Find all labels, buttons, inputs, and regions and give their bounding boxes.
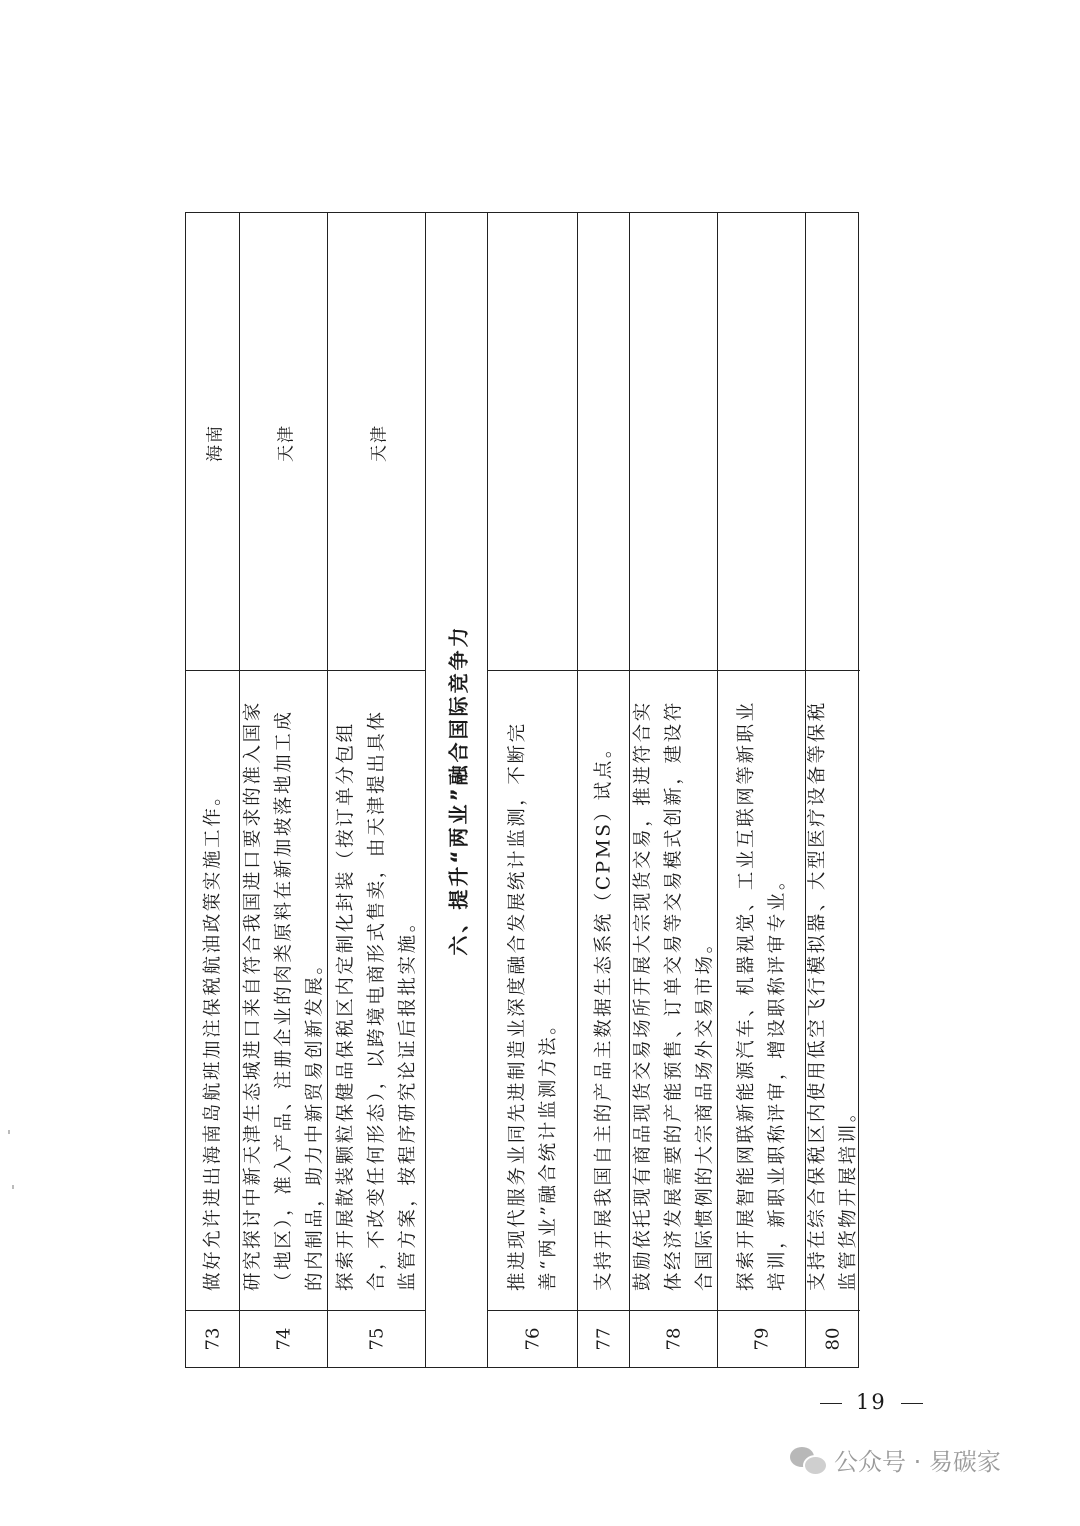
row-content: 支持在综合保税区内使用低空飞行模拟器、大型医疗设备等保税监管货物开展培训。	[806, 670, 860, 1310]
section-header-row	[426, 213, 488, 1367]
table-row	[630, 213, 718, 1367]
watermark-text: 公众号 · 易碳家	[834, 1448, 1001, 1476]
table-row	[806, 213, 860, 1367]
row-region: 海南	[205, 424, 225, 462]
row-content: 推进现代服务业同先进制造业深度融合发展统计监测，不断完善“两业”融合统计监测方法。	[488, 670, 577, 1310]
row-number: 77	[578, 1310, 629, 1367]
row-content: 探索开展散装颗粒保健品保税区内定制化封装（按订单分包组合，不改变任何形态），以跨境电商形式售卖，由天津提出具体监管方案，按程序研究论证后报批实施。	[328, 670, 425, 1310]
row-region	[630, 213, 717, 673]
row-region	[718, 213, 805, 673]
table-row	[240, 213, 328, 1367]
row-region	[488, 213, 577, 673]
page-number: 19	[806, 1390, 937, 1414]
row-number: 79	[718, 1310, 805, 1367]
row-content: 做好允许进出海南岛航班加注保税航油政策实施工作。	[186, 670, 239, 1310]
table-row	[578, 213, 630, 1367]
row-number: 80	[806, 1310, 860, 1367]
scan-speck	[8, 1130, 10, 1134]
row-region: 天津	[276, 424, 296, 462]
policy-table	[185, 212, 859, 1368]
table-row	[718, 213, 806, 1367]
wechat-icon	[790, 1445, 826, 1475]
watermark	[790, 1442, 1001, 1477]
row-content: 探索开展智能网联新能源汽车、机器视觉、工业互联网等新职业培训，新职业职称评审，增设职称评审专业。	[718, 670, 805, 1310]
scan-speck	[12, 1185, 14, 1189]
row-number: 75	[328, 1310, 425, 1367]
row-number: 73	[186, 1310, 239, 1367]
row-region: 天津	[369, 424, 389, 462]
row-number: 74	[240, 1310, 327, 1367]
row-content: 研究探讨中新天津生态城进口来自符合我国进口要求的准入国家（地区），准入产品、注册企业的肉类原料在新加坡落地加工成的内制品，助力中新贸易创新发展。	[240, 670, 327, 1310]
table-row	[488, 213, 578, 1367]
row-region	[578, 213, 629, 673]
row-number: 76	[488, 1310, 577, 1367]
section-title: 六、提升“两业”融合国际竞争力	[446, 624, 470, 956]
row-content: 鼓励依托现有商品现货交易场所开展大宗现货交易，推进符合实体经济发展需要的产能预售、订单交易等交易模式创新，建设符合国际惯例的大宗商品场外交易市场。	[630, 670, 717, 1310]
row-number: 78	[630, 1310, 717, 1367]
row-region	[806, 213, 860, 673]
row-content: 支持开展我国自主的产品主数据生态系统（CPMS）试点。	[578, 670, 629, 1310]
table-row	[186, 213, 240, 1367]
table-row	[328, 213, 426, 1367]
